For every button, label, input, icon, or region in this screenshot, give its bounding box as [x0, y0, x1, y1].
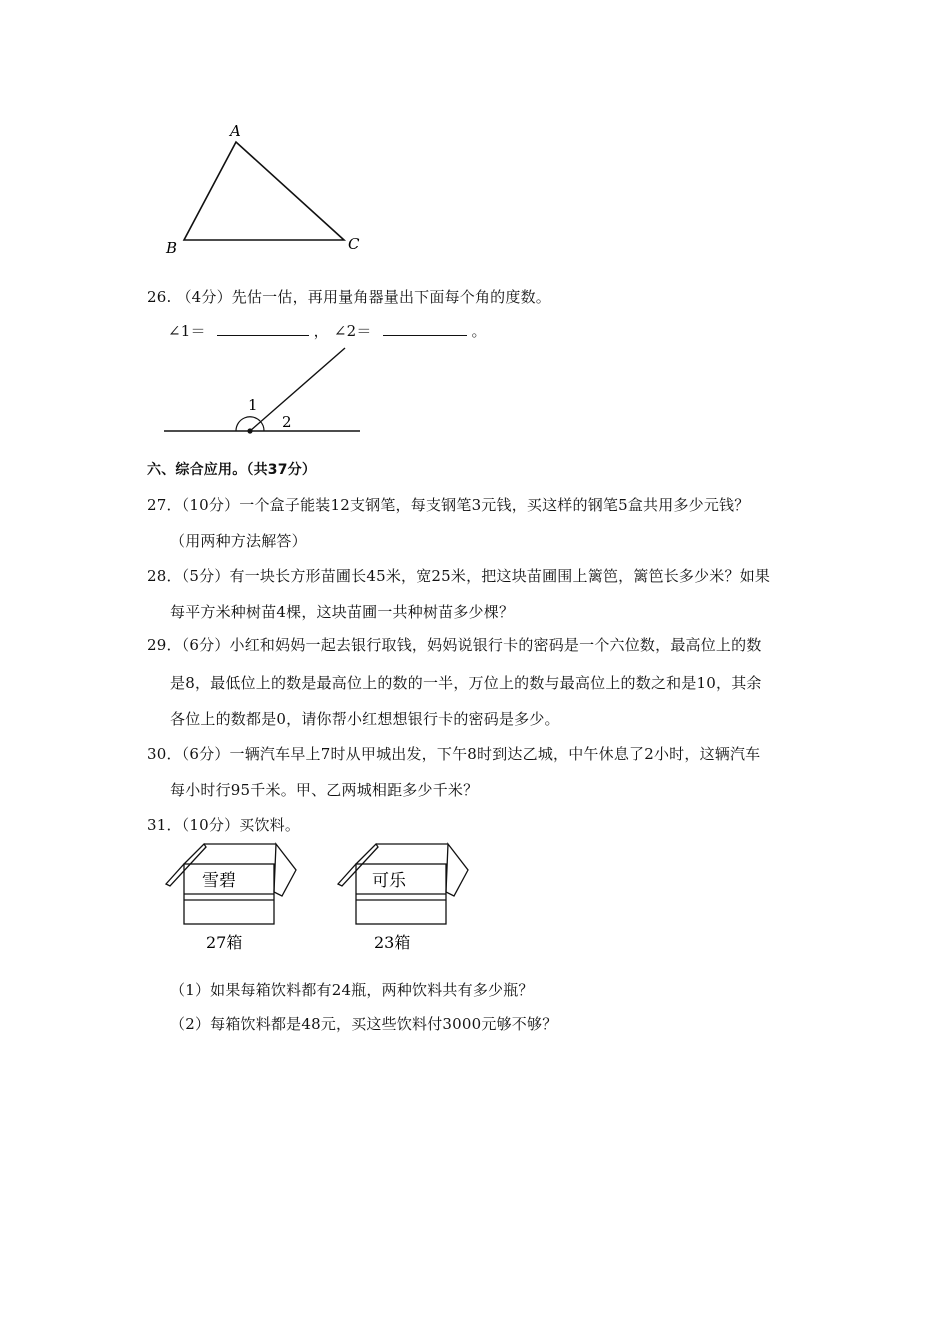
angle-ray: [250, 348, 345, 431]
q26-prompt: [147, 286, 551, 307]
q31-sub-1: （1）如果每箱饮料都有24瓶，两种饮料共有多少瓶？: [170, 981, 534, 999]
section-6-title: 六、综合应用。（共37分）: [147, 462, 317, 478]
box1-count: 27箱: [206, 933, 243, 952]
box1-left-flap: [166, 844, 206, 886]
angle2-answer-blank[interactable]: [383, 321, 467, 336]
angle2-figure-label: 2: [282, 413, 292, 431]
box1-label: 雪碧: [202, 871, 236, 891]
q27-line-1: 27．（10分）一个盒子能装12支钢笔，每支钢笔3元钱，买这样的钢笔5盒共用多少元钱？: [147, 496, 750, 514]
q28-line-1: 28．（5分）有一块长方形苗圃长45米，宽25米，把这块苗圃围上篱笆，篱笆长多少米？如果: [147, 567, 771, 585]
q28-line-2: 每平方米种树苗4棵，这块苗圃一共种树苗多少棵？: [170, 603, 515, 621]
q31-line-1: 31．（10分）买饮料。: [147, 816, 301, 834]
q29-line-1: 29．（6分）小红和妈妈一起去银行取钱，妈妈说银行卡的密码是一个六位数，最高位上的数: [147, 636, 762, 654]
q26-number: 26.: [147, 288, 172, 306]
sprite-box-figure: [162, 838, 302, 956]
vertex-a-label: A: [230, 122, 241, 140]
answer-separator: ，: [313, 322, 329, 340]
vertex-b-label: B: [166, 239, 178, 257]
box2-label: 可乐: [372, 871, 406, 891]
q26-answers: [168, 320, 487, 341]
box2-count: 23箱: [374, 933, 411, 952]
q26-text: （4分）先估一估，再用量角器量出下面每个角的度数。: [176, 288, 551, 306]
q29-line-3: 各位上的数都是0，请你帮小红想想银行卡的密码是多少。: [170, 710, 560, 728]
angle2-label: ∠2＝: [333, 322, 372, 340]
angle2-arc: [260, 421, 264, 431]
q30-line-2: 每小时行95千米。甲、乙两城相距多少千米？: [170, 781, 479, 799]
box2-right-flap: [446, 844, 468, 896]
triangle-abc: [184, 142, 344, 240]
angle1-figure-label: 1: [248, 396, 258, 414]
answer-end: 。: [471, 322, 487, 340]
angle1-arc: [236, 417, 260, 431]
q31-sub-2: （2）每箱饮料都是48元，买这些饮料付3000元够不够？: [170, 1015, 558, 1033]
vertex-c-label: C: [348, 235, 360, 253]
angle1-label: ∠1＝: [168, 322, 206, 340]
cola-box-figure: [334, 838, 474, 956]
triangle-figure: [160, 118, 380, 263]
q29-line-2: 是8，最低位上的数是最高位上的数的一半，万位上的数与最高位上的数之和是10，其余: [170, 674, 762, 692]
q30-line-1: 30．（6分）一辆汽车早上7时从甲城出发，下午8时到达乙城，中午休息了2小时，这辆汽车: [147, 745, 761, 763]
vertex-point: [247, 428, 252, 433]
q27-line-2: （用两种方法解答）: [170, 532, 307, 550]
angle1-answer-blank[interactable]: [217, 321, 309, 336]
box1-right-flap: [274, 844, 296, 896]
angle-figure: [160, 340, 370, 440]
